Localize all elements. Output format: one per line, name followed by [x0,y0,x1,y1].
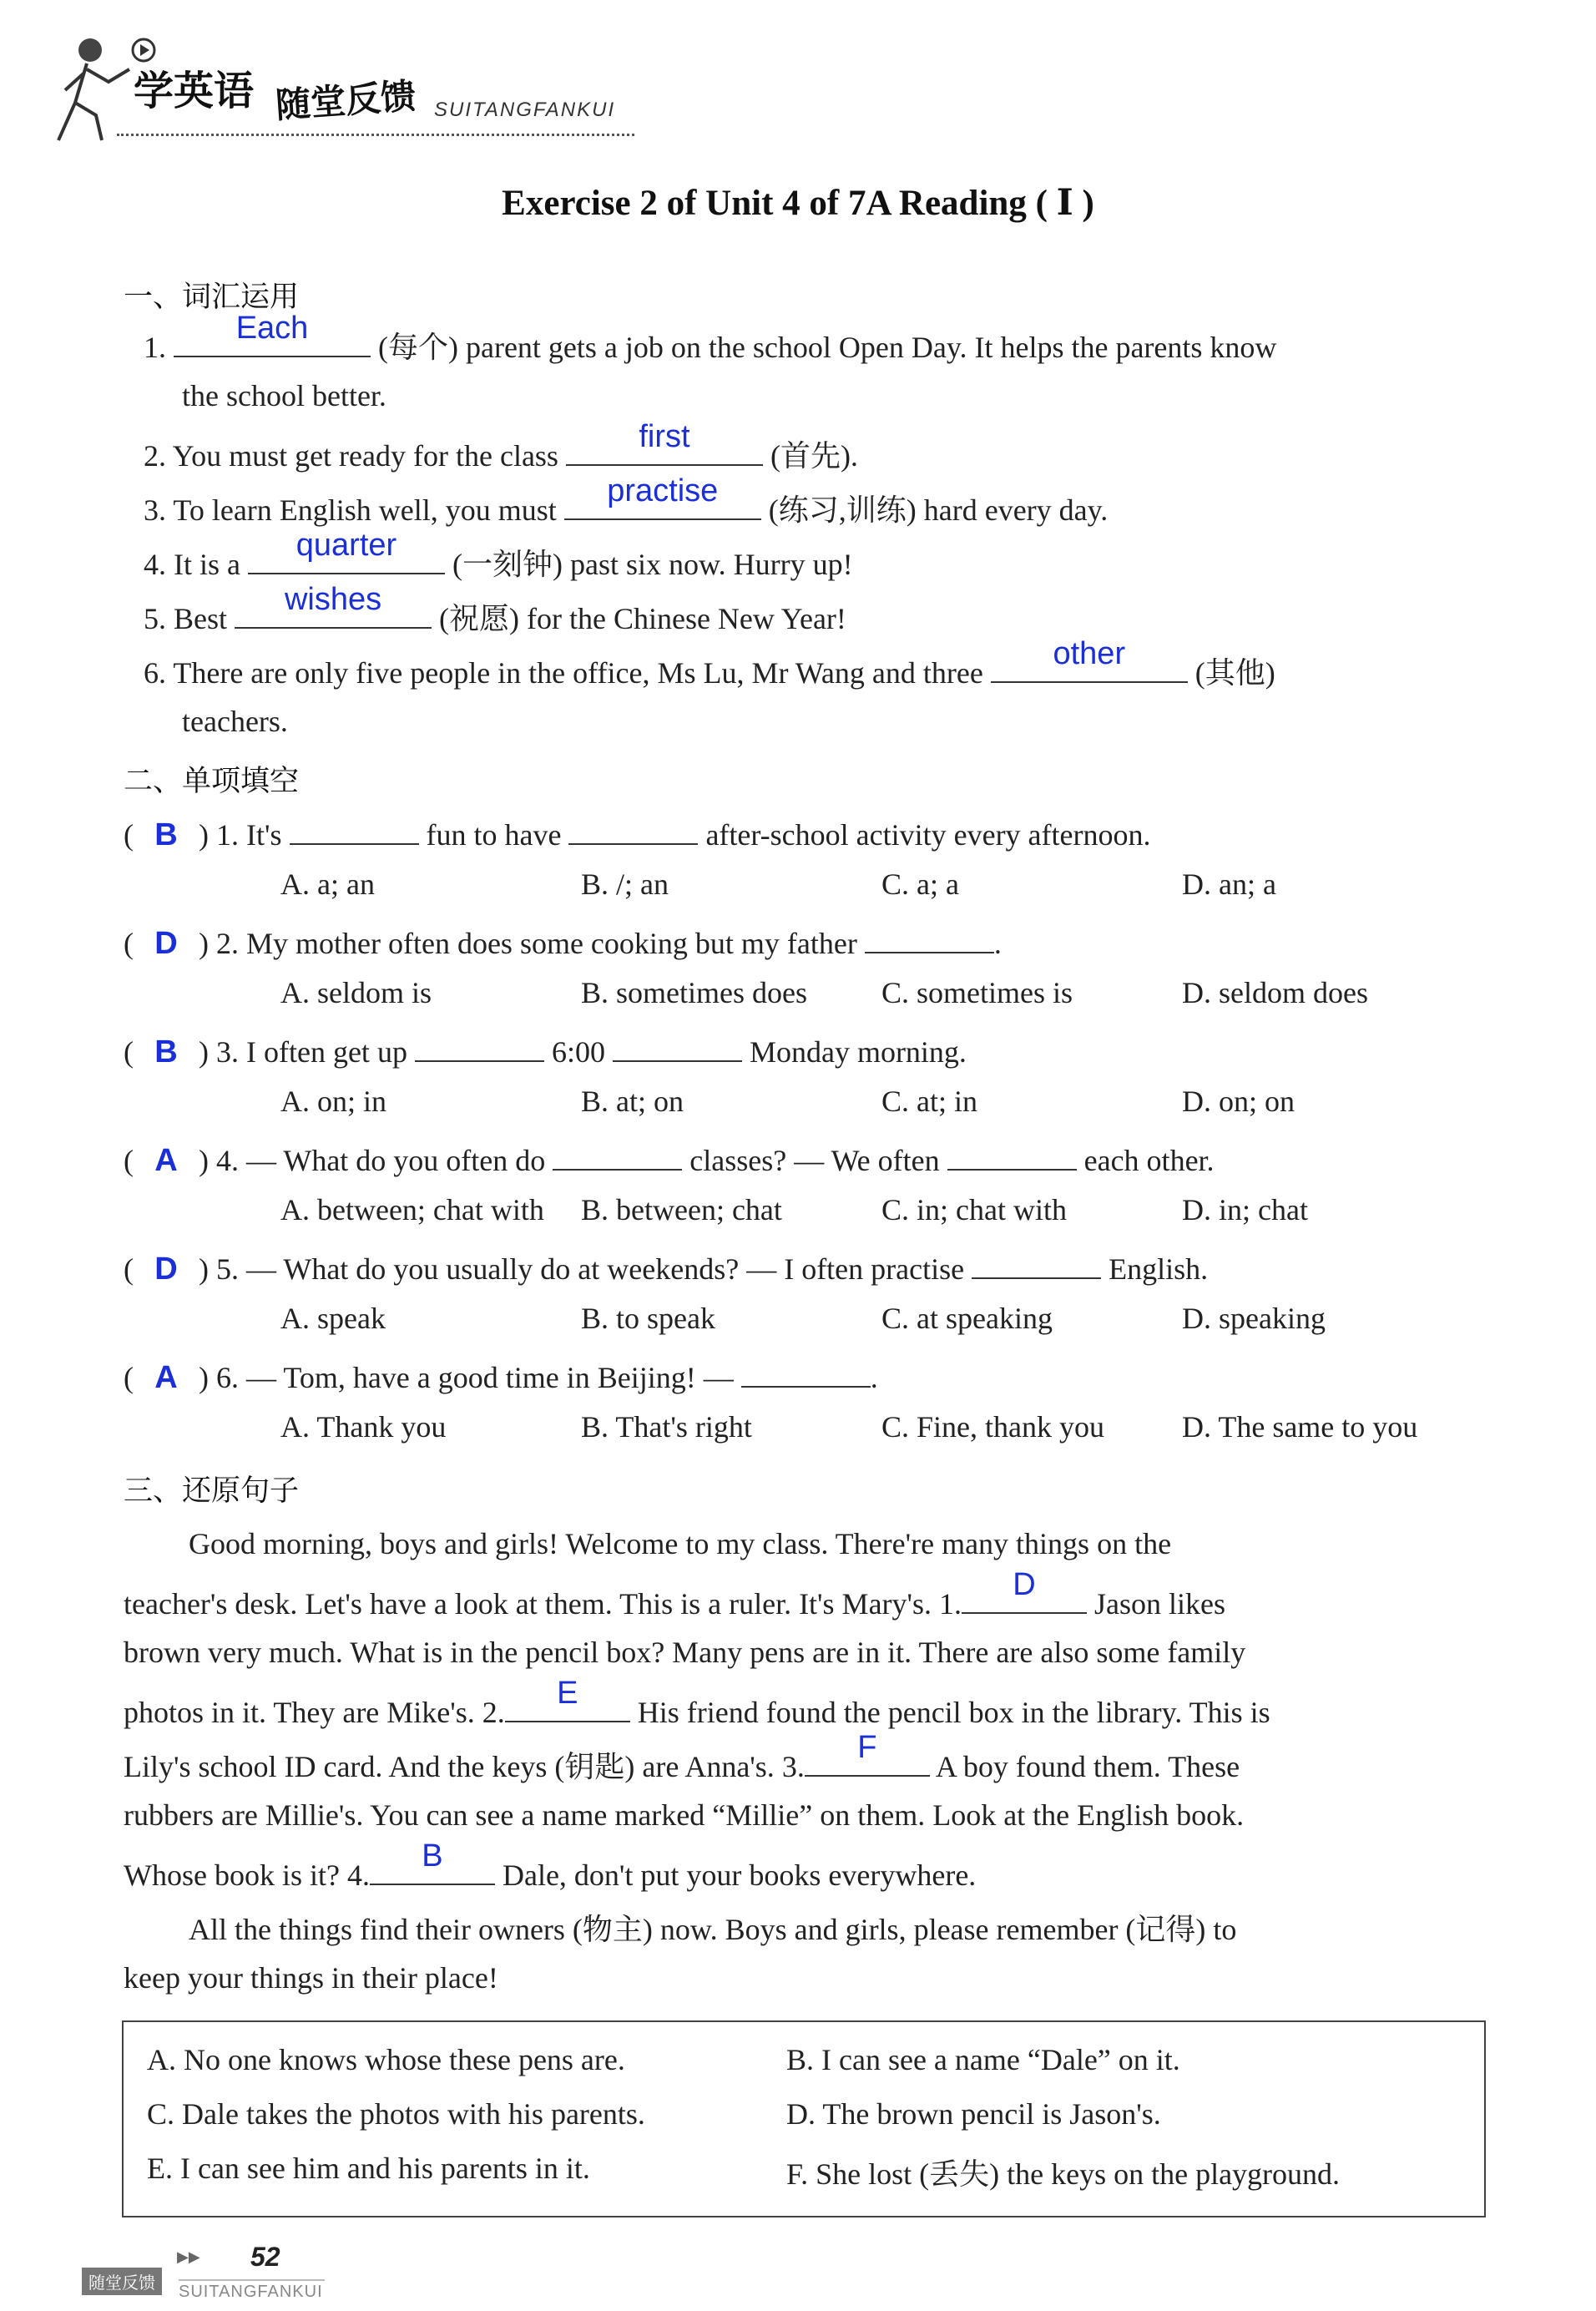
mc-option: A. between; chat with [280,1193,544,1226]
vocab-item-2: 2. You must get ready for the class first (首先). [144,419,858,473]
vocab-blank-3: practise [564,487,761,520]
vocab-item-6-cont: teachers. [182,705,288,738]
passage-line: All the things find their owners (物主) now. Boys and girls, please remember (记得) to [189,1913,1237,1946]
mc-option: B. sometimes does [581,976,807,1009]
brand-pinyin: SUITANGFANKUI [434,99,616,121]
passage-line: Whose book is it? 4. B Dale, don't put your books everywhere. [124,1838,977,1892]
passage-line: photos in it. They are Mike's. 2. E His friend found the pencil box in the library. This is [124,1676,1270,1729]
vocab-item-6: 6. There are only five people in the office, Ms Lu, Mr Wang and three other (其他) [144,636,1275,690]
brand-title: 学英语 [134,68,255,114]
mc-option: A. speak [280,1302,386,1335]
mc-option: C. sometimes is [881,976,1073,1009]
passage-line: keep your things in their place! [124,1961,498,1995]
header-divider [117,134,634,136]
vocab-item-1: 1. Each (每个) parent gets a job on the school Open Day. It helps the parents know [144,311,1277,364]
option-item: A. No one knows whose these pens are. [147,2043,625,2076]
passage-line: Lily's school ID card. And the keys (钥匙) are Anna's. 3. F A boy found them. These [124,1730,1240,1783]
mc-option: A. Thank you [280,1410,447,1444]
option-item: C. Dale takes the photos with his parents. [147,2097,645,2131]
passage-line: brown very much. What is in the pencil box? Many pens are in it. There are also some family [124,1636,1246,1669]
passage-blank-3: F [805,1743,930,1777]
mc-option: D. seldom does [1182,976,1368,1009]
page-title: Exercise 2 of Unit 4 of 7A Reading ( Ⅰ ) [502,184,1094,223]
passage-line: Good morning, boys and girls! Welcome to my class. There're many things on the [189,1527,1172,1560]
mc-option: C. a; a [881,867,959,901]
mc-question-3: ( B ) 3. I often get up 6:00 Monday morning. [124,1029,967,1070]
passage-blank-4: B [370,1852,495,1885]
vocab-blank-1: Each [174,324,371,357]
mc-option: A. on; in [280,1085,387,1118]
mc-option: B. That's right [581,1410,752,1444]
mc-option: C. in; chat with [881,1193,1067,1226]
vocab-blank-4: quarter [248,541,445,574]
mc-option: D. in; chat [1182,1193,1308,1226]
vocab-blank-2: first [566,432,763,466]
section-heading-sentence-restore: 三、还原句子 [124,1474,300,1508]
passage-line: rubbers are Millie's. You can see a name marked “Millie” on them. Look at the English book. [124,1798,1245,1832]
mc-option: B. at; on [581,1085,684,1118]
mc-option: B. to speak [581,1302,715,1335]
mc-question-1: ( B ) 1. It's fun to have after-school activity every afternoon. [124,812,1151,853]
mc-option: B. /; an [581,867,669,901]
section-heading-multiple-choice: 二、单项填空 [124,765,300,798]
vocab-item-4: 4. It is a quarter (一刻钟) past six now. Hurry up! [144,528,853,581]
mc-option: C. Fine, thank you [881,1410,1104,1444]
mc-option: C. at; in [881,1085,977,1118]
vocab-blank-6: other [991,650,1188,683]
vocab-item-3: 3. To learn English well, you must practise (练习,训练) hard every day. [144,473,1109,527]
option-item: F. She lost (丢失) the keys on the playground. [786,2157,1341,2191]
mc-question-6: ( A ) 6. — Tom, have a good time in Beijing! — . [124,1354,878,1396]
footer-tag: 随堂反馈 [82,2268,162,2295]
mc-option: D. speaking [1182,1302,1326,1335]
passage-blank-2: E [505,1689,630,1722]
footer-divider [179,2279,325,2281]
vocab-blank-5: wishes [235,595,432,629]
page-arrow-icon: ▶▶ [177,2248,200,2265]
option-item: B. I can see a name “Dale” on it. [786,2043,1180,2076]
page-number: 52 [250,2242,280,2272]
option-item: E. I can see him and his parents in it. [147,2152,590,2185]
vocab-item-1-cont: the school better. [182,379,386,412]
mc-option: D. The same to you [1182,1410,1418,1444]
mc-option: B. between; chat [581,1193,782,1226]
passage-blank-1: D [962,1580,1087,1614]
mc-option: A. a; an [280,867,375,901]
section-heading-vocabulary: 一、词汇运用 [124,281,300,314]
option-item: D. The brown pencil is Jason's. [786,2097,1161,2131]
mc-question-5: ( D ) 5. — What do you usually do at weekends? — I often practise English. [124,1246,1208,1287]
mc-question-4: ( A ) 4. — What do you often do classes? — We often each other. [124,1137,1215,1179]
mc-option: D. on; on [1182,1085,1295,1118]
passage-line: teacher's desk. Let's have a look at them. This is a ruler. It's Mary's. 1. D Jason likes [124,1567,1226,1621]
mc-option: C. at speaking [881,1302,1053,1335]
footer-pinyin: SUITANGFANKUI [179,2283,323,2301]
vocab-item-5: 5. Best wishes (祝愿) for the Chinese New Year! [144,582,846,635]
mc-option: D. an; a [1182,867,1276,901]
mc-option: A. seldom is [280,976,432,1009]
mc-question-2: ( D ) 2. My mother often does some cooking but my father . [124,920,1002,962]
runner-icon [58,38,129,140]
brand-subtitle: 随堂反馈 [274,75,417,126]
answer-options-box [122,2020,1486,2217]
